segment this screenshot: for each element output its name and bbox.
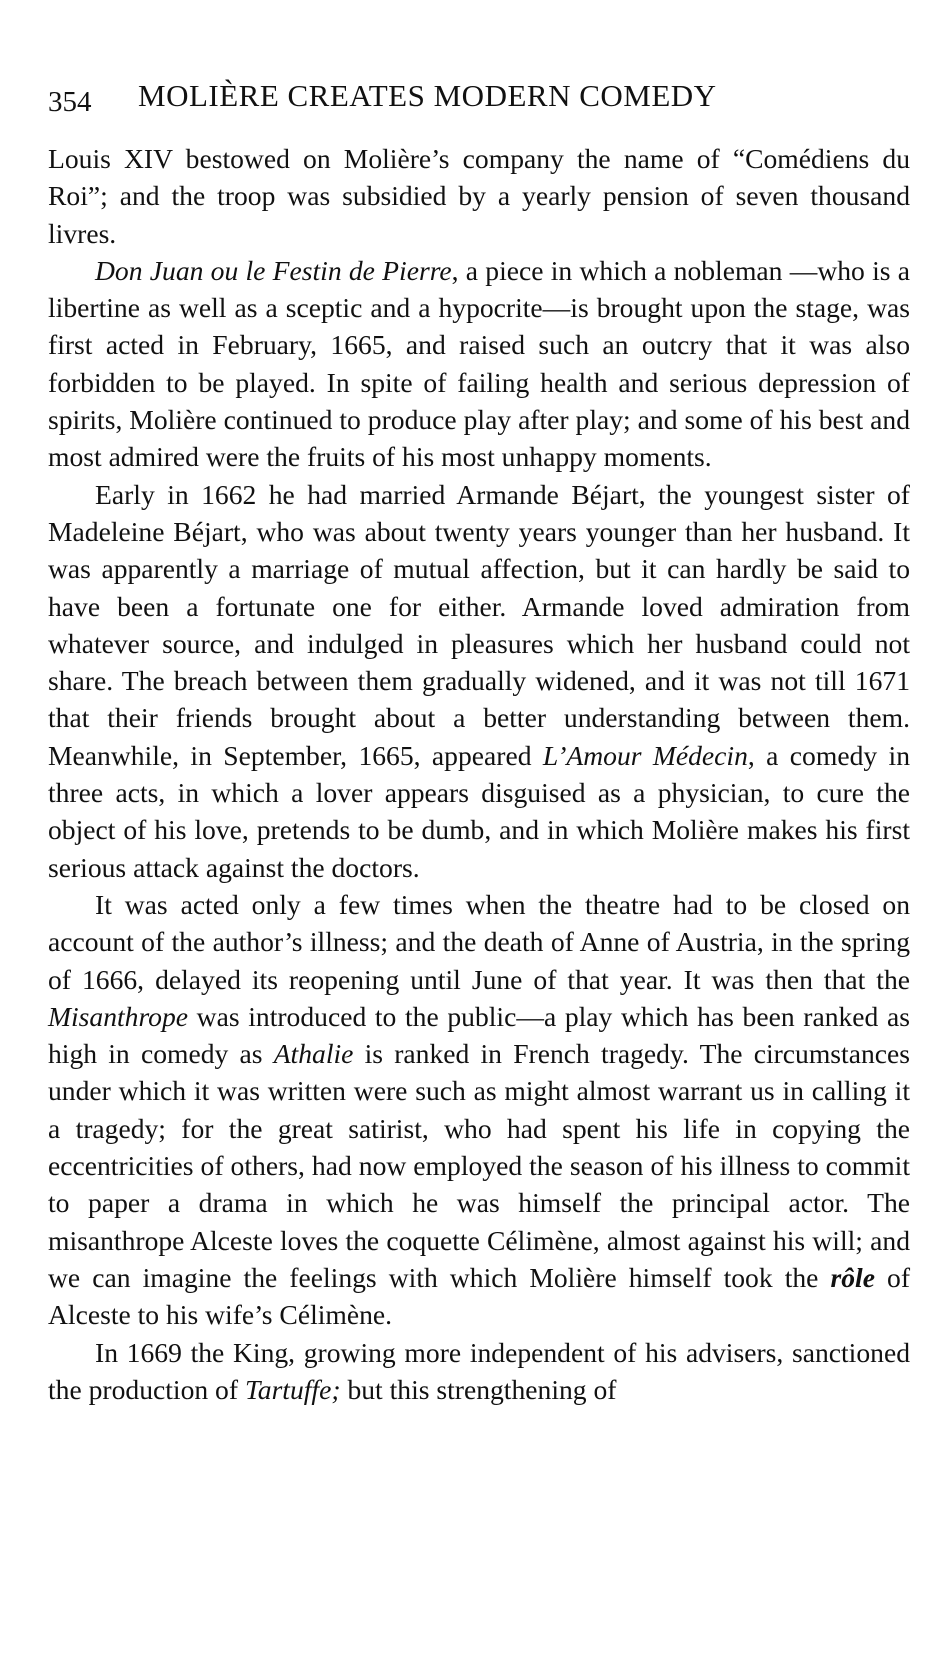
text-run: but this strengthening of xyxy=(340,1373,617,1405)
text-run: Louis XIV bestowed on Molière’s company the name of “Comédiens du Roi”; and the troop was subsidied by a yearly pension of seven thousand livres. xyxy=(48,143,910,249)
paragraph xyxy=(48,140,910,252)
running-head xyxy=(48,74,908,118)
title-text: Misanthrope xyxy=(48,1000,189,1032)
page-number: 354 xyxy=(48,86,92,118)
body-text xyxy=(48,140,910,1408)
paragraph xyxy=(48,1334,910,1409)
paragraph xyxy=(48,476,910,886)
title-text: Tartuffe; xyxy=(244,1373,341,1405)
text-run: Early in 1662 he had married Armande Béjart, the youngest sister of Madeleine Béjart, who was about twenty years younger than her husband. It was apparently a marriage of mutual affection, but it can hardly be said to have been a fortunate one for either. Armande loved admiration from whatever source, and indulged in pleasures which her husband could not share. The breach between them gradually widened, and it was not till 1671 that their friends brought about a better understanding between them. Meanwhile, in September, 1665, appeared xyxy=(48,478,910,771)
text-run: , a piece in which a nobleman —who is a libertine as well as a sceptic and a hypocrite—is brought upon the stage, was first acted in February, 1665, and raised such an outcry that it was also forbidden to be played. In spite of failing health and serious depression of spirits, Molière continued to produce play after play; and some of his best and most admired were the fruits of his most unhappy moments. xyxy=(48,254,910,473)
text-run: , a comedy in three acts, in which a lover appears disguised as a physician, to cure the object of his love, pretends to be dumb, and in which Molière makes his first serious attack against the doctors. xyxy=(48,739,911,883)
text-run: was introduced to the public—a play which has been ranked as high in comedy as xyxy=(48,1000,910,1070)
title-text: rôle xyxy=(830,1261,875,1293)
paragraph xyxy=(48,252,910,476)
title-text: Athalie xyxy=(273,1038,354,1070)
running-title: MOLIÈRE CREATES MODERN COMEDY xyxy=(138,78,717,113)
text-run: It was acted only a few times when the theatre had to be closed on account of the author’s illness; and the death of Anne of Austria, in the spring of 1666, delayed its reopening until June of that year. It was then that the xyxy=(48,888,910,995)
text-run: is ranked in French tragedy. The circumstances under which it was written were such as might almost warrant us in calling it a tragedy; for the great satirist, who had spent his life in copying the eccentricities of others, had now employed the season of his illness to commit to paper a drama in which he was himself the principal actor. The misanthrope Alceste loves the coquette Célimène, almost against his will; and we can imagine the feelings with which Molière himself took the xyxy=(48,1038,910,1293)
title-text: L’Amour Médecin xyxy=(542,739,748,771)
text-run: In 1669 the King, growing more independent of his advisers, sanctioned the production of xyxy=(48,1336,910,1405)
paragraph xyxy=(48,886,910,1334)
title-text: Don Juan ou le Festin de Pierre xyxy=(95,254,452,286)
text-run: of Alceste to his wife’s Célimène. xyxy=(48,1261,911,1331)
